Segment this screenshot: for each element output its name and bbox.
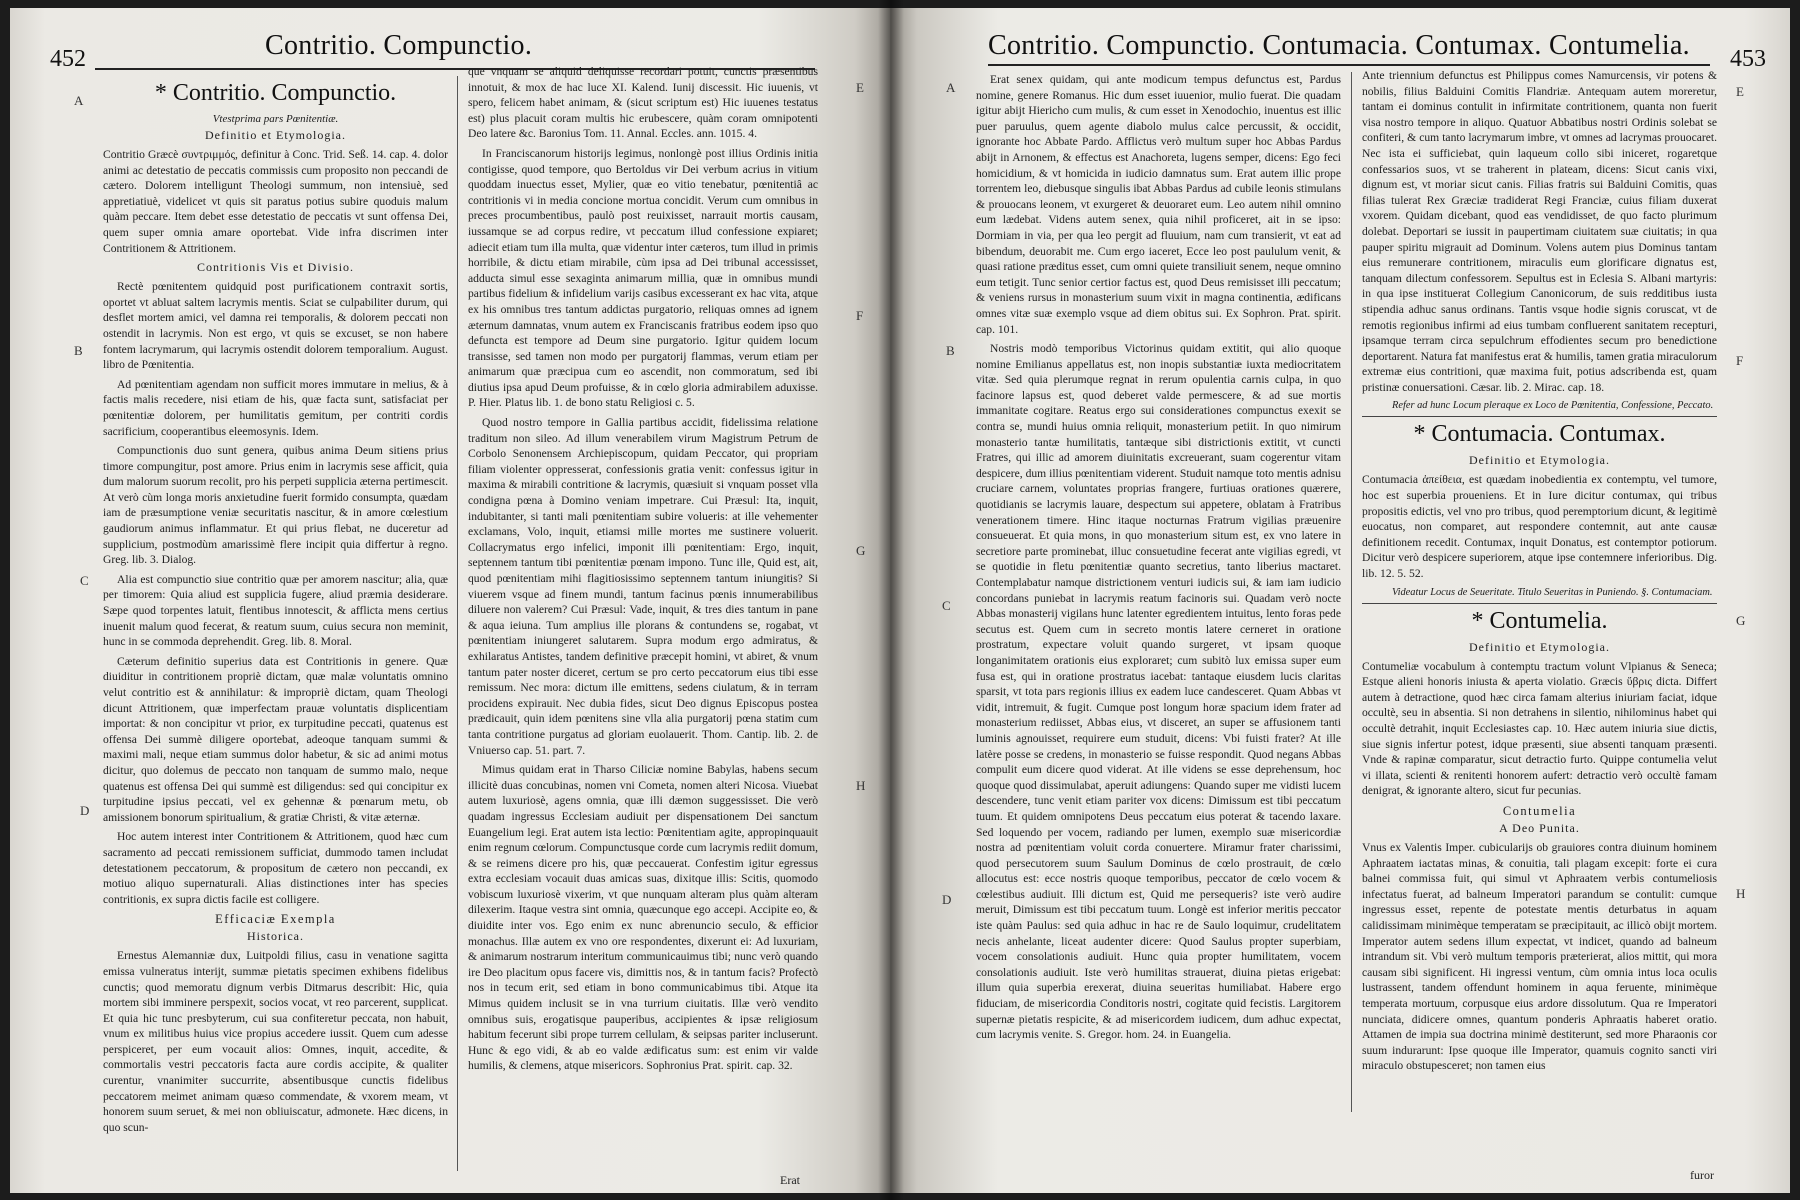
section-subheading: Vtestprima pars Pœnitentiæ.: [212, 113, 339, 125]
subsection-subheading: A Deo Punita.: [1499, 820, 1580, 835]
definition-heading: Definitio et Etymologia.: [1469, 453, 1610, 468]
paragraph: Rectè pœnitentem quidquid post purificationem contraxit sortis, oportet vt abluat saltem lacrymis mentis. Sciat se culpabiliter durum, qui desflet mortem amici, vel damna rei temporalis, & dolorem peccati non ostendit in lacrymis. Non est ergo, vt quis se excuset, se non habere fontem lacrymarum, qui lacrymis ostendit dolorem temporalium. August. libro de Pœnitentia.: [103, 280, 448, 372]
margin-letter: F: [1736, 353, 1744, 368]
margin-letter: D: [942, 892, 952, 907]
margin-letter: B: [946, 343, 955, 358]
paragraph: que vnquam se aliquid deliquisse recordari potuit, cunctis præsentibus innotuit, & mox de hac luce XI. Kalend. Iunij discessit. Hic iuuenis, vt spero, felicem habet animam, & (sicut scriptum est) Hic iuuenes testatus est) plus placuit coram multis hic erubescere, quàm coram omnipotenti Deo latere &c. Baronius Tom. 11. Annal. Eccles. ann. 1015. 4.: [468, 65, 818, 141]
left-page: [10, 8, 890, 1193]
page-number: 452: [50, 46, 86, 72]
catchword: furor: [1690, 1168, 1714, 1182]
paragraph: Contritio Græcè συντριμμός, definitur à Conc. Trid. Seß. 14. cap. 4. dolor animi ac detestatio de peccatis commissis cum proposito non peccandi de cætero. Dolorem intelligunt Theologi summum, non intensiuè, sed appretiatiuè, videlicet vt quis sit paratus potius subire quoduis malum quàm peccare. Item debet esse detestatio de peccatis vt sunt offensa Dei, quem super omnia amare oportebat. Vide infra discrimen inter Contritionem & Attritionem.: [103, 148, 448, 255]
right-page: [890, 8, 1790, 1193]
margin-letter: D: [80, 803, 90, 818]
paragraph: Vnus ex Valentis Imper. cubicularijs ob grauiores contra diuinum hominem Aphraatem iactatas minas, & conuitia, tali plagam excepit: forte ei cura balnei commissa fuit, qui simul vt Aphraatem verbis contumeliosis infectatus fuerat, ad balneum Imperatori parandum se contulit: cumque ingressus esset, repente de potestate mentis deturbatus in aquam calidissimam minimèque temperatam se præcipitauit, ac illicò obijt mortem. Imperator autem sedens illum expectat, vt indicet, quando ad balneum intrandum sit. Vbi verò multum temporis præterierat, alios mittit, qui mora causam sibi significent. Hi ingressi ventum, cùm omnia intus loca oculis lustrassent, tandem offendunt hominem in aqua feruente, minimèque temperata mortuum, corpusque eius ardore dissolutum. Qua re Imperatori nunciata, didicere omnes, quantum ponderis Aphraatis haberet oratio. Attamen de impia sua doctrina minimè destiterunt, sed more Pharaonis cor suum indurarunt: Ipse quoque ille Imperator, quamuis cognito sancti viri miraculo obstupesceret; non tamen eius: [1362, 840, 1717, 1073]
margin-letter: F: [856, 308, 864, 323]
subsection-heading: Efficaciæ Exempla: [215, 912, 336, 927]
left-column-2: [468, 64, 818, 1189]
column-divider: [1351, 72, 1352, 1112]
paragraph: Hoc autem interest inter Contritionem & Attritionem, quod hæc cum sacramento ad peccati remissionem sufficiat, dummodo tamen includat detestationem peccatorum, & propositum de cætero non peccandi, ex motiuo aliquo supernaturali. Alias distinctiones inter has species contritionis, ex supra dictis facile est colligere.: [103, 830, 448, 906]
section-heading: * Contritio. Compunctio.: [154, 80, 397, 106]
margin-letter: C: [942, 598, 951, 613]
paragraph: Cæterum definitio superius data est Contritionis in genere. Quæ diuiditur in contritionem propriè dictam, quæ malæ voluntatis omnino velut contritio est & annihilatur: & impropriè dictam, quam Theologi dicunt Attritionem, quæ imperfectam prauæ voluntatis displicentiam importat: & non concipitur vt prior, ex turpitudine peccati, quatenus est offensa Dei summè diligere oportebat, adeoque tanquam summi & maximi mali, neque etiam summus dolor habetur, & sic ad animi motus dicitur, quo dolemus de peccato non tanquam de summo malo, neque quatenus est offensa Dei qui summè est diligendus: sed qui concipitur ex turpitudine ipsius peccati, vel ex gehennæ & pœnarum metu, ob amissionem bonorum spiritualium, & gratiæ Christi, & vitæ æternæ.: [103, 654, 448, 824]
paragraph: In Franciscanorum historijs legimus, nonlongè post illius Ordinis initia contigisse, quod tempore, quo Bertoldus vir Dei verbum acrius in vitium quoddam inuectus esset, Mylier, quæ eo vitio tenebatur, pœnitentiâ ac contritionis vi in media concione mortua concidit. Verum cum omnibus in preces procumbentibus, paulò post reuixisset, narrauit mortis causam, iussamque se ad corpus redire, vt peccatum illud confessione expiaret; adiecit etiam tum illa multa, quæ videntur inter cæteros, tum illud in primis horribile, & dictu etiam mirabile, cùm ipsa ad Dei tribunal accessisset, adducta simul esse sexaginta animarum millia, quæ in omnibus mundi partibus fidelium & infidelium varijs casibus excesserant ex hac vita, atque ex his omnibus tres tantum addictas purgatorio, reliquas omnes ad ignem æternum damnatas, vnum autem ex Franciscanis fratribus eodem ipso quo defuncta est tempore ad Deum sine purgatorio. Igitur quidem locum transisse, sed tamen non modo per purgatorij flammas, verum etiam per animarum quæ præcipua cum eo ascendit, non commoratum, sed ibi diutius ipsa apud Deum profuisse, & in cœlo gloria admirabilem aduxisse. P. Hier. Platus lib. 1. de bono statu Religiosi c. 5.: [468, 146, 818, 410]
cross-reference-note: Refer ad hunc Locum pleraque ex Loco de Pœnitentia, Confessione, Peccato.: [1392, 400, 1714, 412]
page-number: 453: [1730, 46, 1766, 72]
margin-letter: E: [856, 80, 864, 95]
paragraph: Ernestus Alemanniæ dux, Luitpoldi filius, casu in venatione sagitta emissa vulneratus interijt, summæ pietatis specimen exhibens fidelibus cunctis; quod memoratu dignum verbis Ditmarus describit: Hic, quia mortem sibi imminere perspexit, socios vocat, vt reo parcerent, supplicat. Et quia hic tunc presbyterum, cui sua confiteretur peccata, non habuit, vnum ex militibus huius vice propius accedere iussit. Quem cum adesse perspiceret, per eum vocauit alios: Omnes, inquit, accedite, & commortalis vestri peccatoris facta aure cordis accipite, & qualiter curentur, vnanimiter succurrite, absentibusque cunctis fidelibus peccatorem meimet animam quæso commendate, & vxorem meam, vt honorem suum seruet, & mei non obliuiscatur, admonete. Hæc dicens, in quo scun-: [103, 949, 448, 1134]
paragraph: Compunctionis duo sunt genera, quibus anima Deum sitiens prius timore compungitur, post amore. Prius enim in lacrymis sese afficit, quia dum malorum suorum recolit, pro his perpeti supplicia æterna pertimescit. At verò cùm longa moris anxietudine fuerit formido consumpta, quædam iam de præsumptione veniæ securitatis nascitur, & in amore cœlestium gaudiorum animus inflammatur. Et qui prius flebat, ne duceretur ad supplicium, postmodùm amarissimè flere incipit quia differtur à regno. Greg. lib. 3. Dialog.: [103, 444, 448, 567]
margin-letter: G: [1736, 613, 1746, 628]
running-head: Contritio. Compunctio. Contumacia. Contumax. Contumelia.: [988, 30, 1690, 61]
section-rule: [1362, 416, 1717, 417]
subsection-heading: Contritionis Vis et Divisio.: [196, 260, 355, 275]
section-rule: [1362, 603, 1717, 604]
paragraph: Ante triennium defunctus est Philippus comes Namurcensis, vir potens & nobilis, filius Balduini Comitis Flandriæ. Antequam autem moreretur, tantam ei dominus contulit in infirmitate contritionem, quanta non fuerit visa nostro tempore in aliquo. Quatuor Abbatibus nostri Ordinis solebat se confiteri, & cum tanto lacrymarum imbre, vt omnes ad lacrymas prouocaret. Nec ista ei sufficiebat, quin laqueum collo sibi iniceret, rogaretque confessarios suos, vt se traherent in plateam, dicens: Sicut canis vixi, dignum est, vt moriar sicut canis. Filias fratris sui Balduini Comitis, quas filias tulerat Rex Græciæ tradiderat Regi Franciæ, cuius filiam duxerat vxorem. Quidam dicebant, quod eas vendidisset, de quo facto plurimum dolebat. Deportari se iussit in paupertimam ciuitatem suæ ciuitatis; in qua pauper spiritu migrauit ad Dominum. Volens autem pius Dominus tantam eius remunerare contritionem, miraculis eum glorificare dignatus est, tanquam dilectum confessorem. Sepultus est in Eclesia S. Albani martyris: in qua ipse instituerat Collegium Canonicorum, de suis redditibus iusta stipendia adhuc sanus ordinans. Tantis vsque hodie signis coruscat, vt de remotis regionibus infirmi ad eius tumbam confluerent sanitatem recepturi, ipsamque terram circa sepulchrum effodientes secum pro benedictione deportarent. Natura fat manifestus erat & humilis, tamen gratia miraculorum extremæ eius contritioni, quæ maxima fuit, potius adscribenda est, quam pristinæ conuersationi. Cæsar. lib. 2. Mirac. cap. 18.: [1362, 69, 1717, 394]
definition-heading: Definitio et Etymologia.: [205, 128, 346, 142]
margin-letter: E: [1736, 84, 1744, 99]
margin-letter: B: [74, 343, 83, 358]
cross-reference-note: Videatur Locus de Seueritate. Titulo Seueritas in Puniendo. §. Contumaciam.: [1392, 586, 1713, 598]
running-head: Contritio. Compunctio.: [265, 30, 533, 61]
right-column-1: [976, 72, 1341, 1122]
section-heading: * Contumacia. Contumax.: [1413, 421, 1666, 448]
margin-letter: A: [946, 80, 956, 95]
definition-heading: Definitio et Etymologia.: [1469, 639, 1610, 654]
catchword: Erat: [780, 1173, 800, 1187]
book-gutter: [878, 0, 904, 1200]
margin-letter: C: [80, 573, 89, 588]
subsection-subheading: Historica.: [247, 929, 304, 944]
margin-letter: H: [1736, 886, 1746, 901]
paragraph: Ad pœnitentiam agendam non sufficit mores immutare in melius, & à factis malis recedere, nisi etiam de his, quæ facta sunt, satisfaciat per pœnitentiæ dolorem, per humilitatis gemitum, per contriti cordis sacrificium, cooperantibus eleemosynis. Idem.: [103, 377, 448, 438]
margin-letter: G: [856, 543, 866, 558]
paragraph: Mimus quidam erat in Tharso Ciliciæ nomine Babylas, habens secum illicitè duas concubinas, nomen vni Cometa, nomen alteri Nicosa. Viuebat autem luxuriosè, agens omnia, quæ illi dæmon suggessisset. Die verò quadam ingressus Ecclesiam audiuit per dispensationem Dei sanctum Euangelium legi. Erat autem ista lectio: Pœnitentiam agite, appropinquauit enim regnum cœlorum. Compunctusque corde cum lacrymis rediit domum, & se reimens dicere pro his, quæ peccauerat. Confestim igitur egressus extra ecclesiam vocauit duas amicas suas, dixitque illis: Scitis, quomodo vobiscum luxuriosè vixerim, vt que nunquam alteram plus quàm alteram dilexerim. Itaque vestra sint omnia, quæcunque ego accepi. Accipite eo, & diuidite inter vos. Ego enim ex nunc abrenuncio seculo, & efficior monachus. Illæ autem ex vno ore respondentes, dixerunt ei: Ad luxuriam, & animarum nostrarum interitum communicauimus tibi; nunc verò quando ire Deo placitum opus facere vis, dimittis nos, & in tantum facis? Profectò nos in tecum erit, sed etiam in bono communicabimus tibi. Atque ita Mimus quidem inclusit se in vna turrium ciuitatis. Illæ verò vendito omnibus suis, erogatisque pauperibus, accipientes & ipsæ religiosum habitum fecerunt sibi prope turrem cellulam, & seipsas pariter incluserunt. Hunc & ego vidi, & ab eo valde ædificatus sum: est enim vir valde humilis, & clemens, atque misericors. Sophronius Prat. spirit. cap. 32.: [468, 763, 818, 1073]
paragraph: Contumeliæ vocabulum à contemptu tractum volunt Vlpianus & Seneca; Estque alieni honoris iniusta & aperta violatio. Græcis ὕβρις dicta. Differt autem à detractione, quod hæc circa famam alterius iniuriam faciat, idque occultè, seu in absentia. Si non detrahens in silentio, nihilominus habet qui occultè detrahit, inquit Ecclesiastes cap. 10. Hæc autem iniuria siue dictis, siue signis infertur potest, idque præsenti, siue absenti tanquam præsenti. Vnde & rapinæ comparatur, sicut detractio furto. Quippe contumelia velut vi illata, scienti & renitenti honorem aufert: detractio verò occultè famam denigrat, & ignorante altero, sicut fur pecunias.: [1362, 659, 1717, 798]
left-column-1: [103, 76, 448, 1186]
margin-letter: A: [74, 93, 84, 108]
paragraph: Alia est compunctio siue contritio quæ per amorem nascitur; alia, quæ per timorem: Quia aliud est supplicia fugere, aliud præmia desiderare. Sæpe quod torpentes latuit, flentibus innotescit, & afflicta mens certius inuenit malum quod fecerat, & reatum suum, cuius secura non meminit, hunc in se commoda deprehendit. Greg. lib. 8. Moral.: [103, 572, 448, 649]
subsection-heading: Contumelia: [1502, 803, 1577, 818]
paragraph: Quod nostro tempore in Gallia partibus accidit, fidelissima relatione traditum non sileo. Ad illum venerabilem virum Magistrum Petrum de Corbolo Senonensem Archiepiscopum, quidam Peccator, qui propriam filiam violenter oppresserat, confessionis gratia venit: confessus igitur in maxima & mirabili contritione & lacrymis, quæsiuit si vnquam posset vlla condigna pœna à Domino veniam impetrare. Cui Præsul: Ita, inquit, indubitanter, si tanti mali pœnitentiam subire volueris: at ille vehementer exclamans, Volo, inquit, etiamsi mille mortes me sustinere voluerit. Collacrymatus ergo infelici, imponit illi pœnitentiam: Ergo, inquit, septennem tantum tibi pœnitentiæ pœnam impono. Tunc ille, Quid est, ait, quod pœnitentiam mihi flagitiosissimo septennem tantum iniungitis? Si viuerem vsque ad finem mundi, tantum facinus pœnis innumerabilibus diluere non valerem? Cui Præsul: Vade, inquit, & tres dies tantum in pane & aqua ieiuna. Tum amplius ille plorans & contundens se, rogabat, vt pœnitentiam iniungeret salutarem. Supra modum ergo admiratus, & exhilaratus Antistes, tandem definitive præcepit homini, vt abiret, & vnum tantum pater noster diceret, certum se pro certo peccatorum eius tibi esse remissum. Nec mora: dictum ille emittens, sedens ciulatum, & in terram procidens expirauit. Nec dubia fides, sicut Deo dignus Episcopus postea prædicauit, quin idem pœnitens sine vlla alia purgatorij pœna statim cum tanta contritione purgatus ad gloriam euolauerit. Thom. Cantip. lib. 2. de Vniuerso cap. 51. part. 7.: [468, 416, 818, 757]
right-column-2: [1362, 68, 1717, 1190]
paragraph: Contumacia ἀπείθεια, est quædam inobedientia ex contemptu, vel tumore, hoc est superbia proueniens. Et in Iure dicitur contumax, qui tribus propositis edictis, vel vno pro tribus, quod peremptorium dicunt, & legitimè euocatus, non comparet, aut respondere contemnit, aut ante causæ definitionem recedit. Contumax, inquit Donatus, est contemptor potiorum. Dicitur verò despicere superiorem, atque ipse contemnere inferioribus. Dig. lib. 12. 5. 52.: [1362, 473, 1717, 581]
head-rule: [988, 64, 1710, 66]
margin-letter: H: [856, 778, 866, 793]
section-heading: * Contumelia.: [1471, 607, 1608, 634]
paragraph: Erat senex quidam, qui ante modicum tempus defunctus est, Pardus nomine, genere Romanus. Hic dum esset iuuenior, mulio fuerat. Die quadam igitur abijt Hiericho cum mulis, & cum esset in Xenodochio, inuentus est illic puer paruulus, quem agente diabolo mulus calce percussit, & occidit, ignorante hoc Abbate Pardo. Afflictus verò multum super hoc Abbas Pardus abijt in Arnonem, & effectus est Anachoreta, lugens semper, dicens: Ego feci homicidium, & vt homicida in iudicio damnatus sum. Erat autem illic prope torrentem leo, diebusque singulis ibat Abbas Pardus ad cubile leonis stimulans & prouocans leonem, vt exurgeret & deuoraret eum. Leo autem nihil omnino eum lædebat. Videns autem senex, quia nihil proficeret, ait in se ipso: Dormiam in via, per qua leo pergit ad fluuium, nam cum transierit, vt eat ad bibendum, deuorabit me. Cum ergo iaceret, Ecce leo post paululum venit, & quasi ratione præditus esset, cum omni quiete transiliuit senem, neque omnino eum tetigit. Tunc senior certior factus est, quod Deus remisisset illi peccatum; & veniens rursus in monasterium suum vixit in magna continentia, ædificans omnes vitæ suæ exemplo vsque ad diem obitus sui. Ex Sophron. Prat. spirit. cap. 101.: [976, 73, 1341, 336]
column-divider: [457, 76, 458, 1171]
paragraph: Nostris modò temporibus Victorinus quidam extitit, qui alio quoque nomine Emilianus appellatus est, non inopis substantiæ iuxta mediocritatem vitæ. Sed quia plerumque regnat in rerum opulentia carnis culpa, in quo facinore lapsus est, quod deberet valde permescere, & ad sue mortis immanitate cogitare. Reatus ergo sui considerationes compunctus exexit se contra se, mundi huius omnia reliquit, monasterium petiit. In quo nimirum monasterio tantæ humilitatis, tantæque sibi districtionis extitit, vt cuncti Fratres, qui illic ad amorem diuinitatis excreuerant, suam cogerentur vitam despicere, dum illius pœnitentiam viderent. Studuit namque toto mentis adnisu cruciare carnem, voluntates proprias frangere, furtiuas orationes quærere, quotidianis se lacrymis lauare, despectum sui appetere, oblatam à Fratribus venerationem timere. Hinc itaque nocturnas Fratrum vigilias præuenire consueuerat. Et quia mons, in quo monasterium situm est, ex vno latere in secretiore parte prominebat, illuc consuetudine fecerat ante vigilias egredi, vt se quotidie in fletu pœnitentiæ quanto secretius, tanto liberius mactaret. Contemplabatur namque districtionem venturi iudicis sui, & iam iam iudicio concordans puniebat in lacrymis reatum facinoris sui. Quadam verò nocte Abbas monasterij vigilans hunc latenter egredientem intuitus, lento foras pede secutus est. Quem cum in secreto montis latere cerneret in oratione prostratum, expectare voluit quando surgeret, vt ipsam quoque longanimitatem orationis eius exploraret; cum subitò lux emissa super eum fusa est, qui in oratione prostratus iacebat: tantaque eiusdem lucis claritas sparsit, vt tota pars regionis illius ex eadem luce candesceret. Quam Abbas vt vidit, intremuit, & fugit. Cumque post longum horæ spacium idem frater ad monasterium rediisset, Abbas eius, vt disceret, an super se affusionem tanti luminis agnouisset, requirere eum studuit, dicens: Vbi fuisti frater? At ille latère posse se credens, in monasterio se fuisse respondit. Quod negans Abbas compulit eum dicere quod viderat. At ille videns se esse deprehensum, hoc quoque quod dissimulabat, aperuit adiungens: Quando super me vidisti lucem descendere, tunc venit etiam pariter vox dicens: Dimissum est tibi peccatum tuum. Et quidem omnipotens Deus peccatum eius poterat & tacendo laxare. Sed loquendo per vocem, radiando per lumen, exemplo suæ misericordiæ nostra ad pœnitentiam voluit corda conuertere. Miramur frater charissimi, quod persecutorem suum Saulum Dominus de cœlo prostrauit, de cœlo allocutus est: ecce nostris quoque temporibus, peccator de cœlo vocem & cœlestibus audiuit. Illi dictum est, Quid me persequeris? iste verò audire meruit, Dimissum est tibi peccatum tuum. Longè est inferior meritis peccator iste quàm Paulus: sed quia adhuc in hac re de Saulo loquimur, crudelitatem necis anhelante, liceat audenter dicere: Quod Saulus propter superbiam, vocem consolationis audiuit. Hunc quia propter humilitatem, vocem consolationis audiuit. Iste verò humilitas strauerat, diuina pietas erigebat: illum quia superbia erexerat, diuina seueritas humiliabat. Habere ergo fiduciam, de misericordia Conditoris nostri, cogitate quid fecistis. Largitorem supernæ pietatis respicite, & ad misericordem iudicem, dum adhuc expectat, cum lacrymis venite. S. Gregor. hom. 24. in Euangelia.: [976, 342, 1341, 1042]
